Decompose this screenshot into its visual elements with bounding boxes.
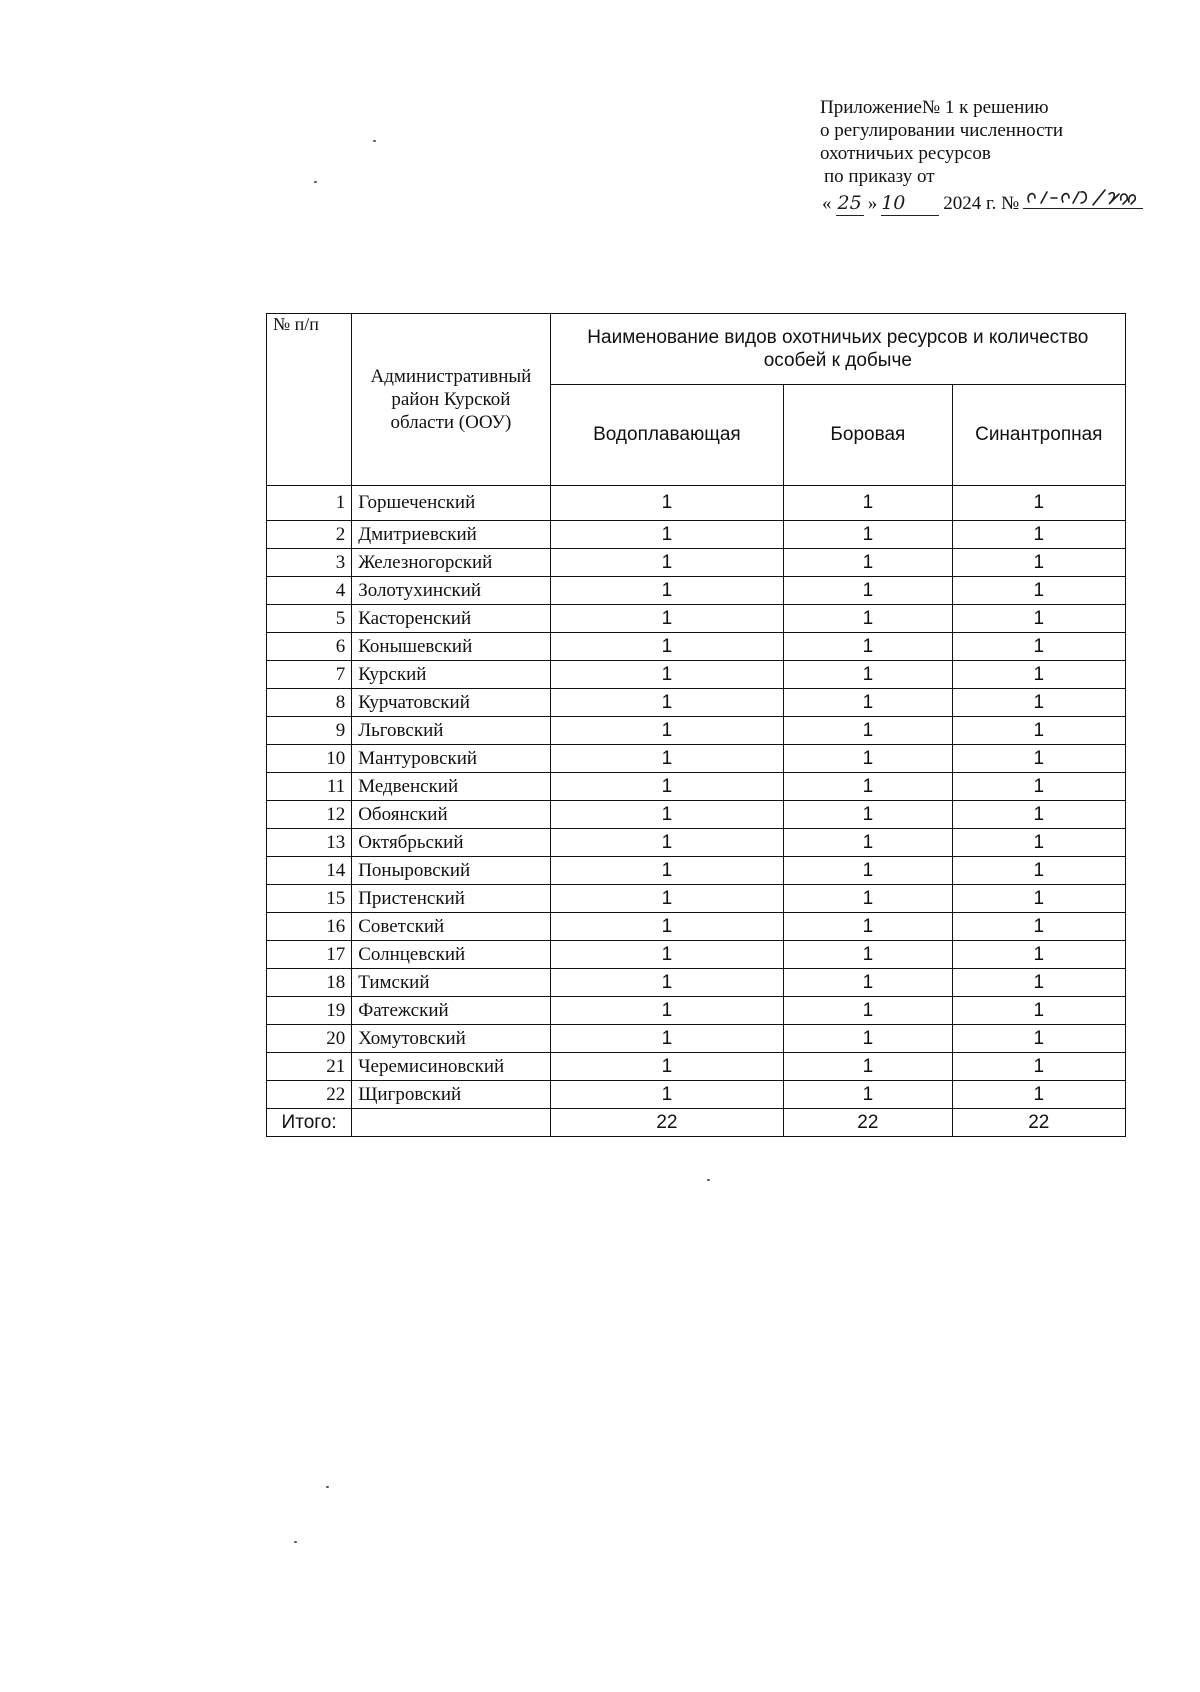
row-region: Касторенский (352, 605, 550, 633)
row-upland: 1 (784, 661, 952, 689)
row-synanthropic: 1 (952, 1081, 1125, 1109)
header-number: № п/п (267, 314, 352, 486)
row-synanthropic: 1 (952, 857, 1125, 885)
table-row (267, 689, 1126, 717)
row-synanthropic: 1 (952, 605, 1125, 633)
row-region: Щигровский (352, 1081, 550, 1109)
row-number: 2 (267, 521, 352, 549)
row-number: 13 (267, 829, 352, 857)
row-synanthropic: 1 (952, 689, 1125, 717)
row-waterfowl: 1 (550, 717, 784, 745)
row-region: Октябрьский (352, 829, 550, 857)
appendix-header (820, 96, 1150, 216)
row-upland: 1 (784, 885, 952, 913)
row-number: 16 (267, 913, 352, 941)
total-row (267, 1109, 1126, 1137)
row-upland: 1 (784, 633, 952, 661)
row-synanthropic: 1 (952, 549, 1125, 577)
row-region: Медвенский (352, 773, 550, 801)
date-month: 10 (881, 192, 939, 216)
row-waterfowl: 1 (550, 801, 784, 829)
row-number: 8 (267, 689, 352, 717)
row-number: 15 (267, 885, 352, 913)
table-row (267, 997, 1126, 1025)
quota-table (266, 313, 1126, 1137)
row-region: Черемисиновский (352, 1053, 550, 1081)
row-upland: 1 (784, 997, 952, 1025)
row-region: Пристенский (352, 885, 550, 913)
row-upland: 1 (784, 1053, 952, 1081)
table-row (267, 857, 1126, 885)
header-region: Административный район Курской области (ООУ) (352, 314, 550, 486)
row-number: 20 (267, 1025, 352, 1053)
row-waterfowl: 1 (550, 885, 784, 913)
row-waterfowl: 1 (550, 1025, 784, 1053)
row-waterfowl: 1 (550, 1053, 784, 1081)
header-species-group: Наименование видов охотничьих ресурсов и количество особей к добыче (550, 314, 1125, 385)
row-region: Дмитриевский (352, 521, 550, 549)
row-waterfowl: 1 (550, 941, 784, 969)
table-row (267, 1025, 1126, 1053)
row-number: 3 (267, 549, 352, 577)
row-upland: 1 (784, 549, 952, 577)
row-waterfowl: 1 (550, 773, 784, 801)
row-region: Мантуровский (352, 745, 550, 773)
row-waterfowl: 1 (550, 661, 784, 689)
row-waterfowl: 1 (550, 605, 784, 633)
table-row (267, 913, 1126, 941)
row-region: Фатежский (352, 997, 550, 1025)
row-waterfowl: 1 (550, 969, 784, 997)
row-synanthropic: 1 (952, 1025, 1125, 1053)
total-upland: 22 (784, 1109, 952, 1137)
total-region-cell (352, 1109, 550, 1137)
header-upland: Боровая (784, 385, 952, 486)
row-waterfowl: 1 (550, 1081, 784, 1109)
header-line-3: охотничьих ресурсов (820, 143, 991, 164)
order-number-scribble (1023, 188, 1143, 208)
row-region: Поныровский (352, 857, 550, 885)
row-waterfowl: 1 (550, 913, 784, 941)
order-date-line (822, 188, 1150, 216)
table-row (267, 605, 1126, 633)
row-region: Железногорский (352, 549, 550, 577)
row-synanthropic: 1 (952, 577, 1125, 605)
table-row (267, 717, 1126, 745)
row-synanthropic: 1 (952, 773, 1125, 801)
row-region: Конышевский (352, 633, 550, 661)
row-synanthropic: 1 (952, 717, 1125, 745)
table-row (267, 829, 1126, 857)
row-waterfowl: 1 (550, 577, 784, 605)
row-number: 9 (267, 717, 352, 745)
row-upland: 1 (784, 857, 952, 885)
row-upland: 1 (784, 717, 952, 745)
scan-speck (294, 1541, 297, 1543)
row-synanthropic: 1 (952, 486, 1125, 521)
row-region: Горшеченский (352, 486, 550, 521)
table-row (267, 941, 1126, 969)
row-synanthropic: 1 (952, 913, 1125, 941)
row-synanthropic: 1 (952, 941, 1125, 969)
row-number: 17 (267, 941, 352, 969)
table-row (267, 577, 1126, 605)
table-row (267, 633, 1126, 661)
scan-speck (373, 140, 376, 142)
row-waterfowl: 1 (550, 521, 784, 549)
order-number-handwritten (1023, 188, 1143, 209)
row-number: 11 (267, 773, 352, 801)
row-upland: 1 (784, 913, 952, 941)
scan-speck (326, 1486, 329, 1488)
row-region: Хомутовский (352, 1025, 550, 1053)
row-number: 7 (267, 661, 352, 689)
row-upland: 1 (784, 577, 952, 605)
scan-speck (707, 1179, 710, 1181)
table-row (267, 486, 1126, 521)
row-region: Курчатовский (352, 689, 550, 717)
row-waterfowl: 1 (550, 829, 784, 857)
row-upland: 1 (784, 801, 952, 829)
row-region: Курский (352, 661, 550, 689)
row-region: Льговский (352, 717, 550, 745)
date-day: 25 (837, 192, 862, 214)
row-synanthropic: 1 (952, 997, 1125, 1025)
header-synanthropic: Синантропная (952, 385, 1125, 486)
row-waterfowl: 1 (550, 857, 784, 885)
row-region: Тимский (352, 969, 550, 997)
row-number: 14 (267, 857, 352, 885)
row-synanthropic: 1 (952, 745, 1125, 773)
table-row (267, 1053, 1126, 1081)
row-number: 10 (267, 745, 352, 773)
header-line-1: Приложение№ 1 к решению (820, 97, 1049, 118)
row-waterfowl: 1 (550, 633, 784, 661)
table-row (267, 773, 1126, 801)
table-row (267, 885, 1126, 913)
row-region: Золотухинский (352, 577, 550, 605)
table-row (267, 801, 1126, 829)
row-upland: 1 (784, 521, 952, 549)
row-number: 21 (267, 1053, 352, 1081)
row-upland: 1 (784, 605, 952, 633)
scan-speck (314, 181, 317, 183)
row-synanthropic: 1 (952, 969, 1125, 997)
row-synanthropic: 1 (952, 633, 1125, 661)
table-row (267, 549, 1126, 577)
row-number: 4 (267, 577, 352, 605)
row-synanthropic: 1 (952, 661, 1125, 689)
row-number: 5 (267, 605, 352, 633)
row-waterfowl: 1 (550, 997, 784, 1025)
total-waterfowl: 22 (550, 1109, 784, 1137)
row-number: 1 (267, 486, 352, 521)
table-row (267, 969, 1126, 997)
row-upland: 1 (784, 773, 952, 801)
total-synanthropic: 22 (952, 1109, 1125, 1137)
header-waterfowl: Водоплавающая (550, 385, 784, 486)
table-body (267, 486, 1126, 1109)
date-year: 2024 г. № (943, 193, 1020, 214)
row-waterfowl: 1 (550, 486, 784, 521)
row-number: 22 (267, 1081, 352, 1109)
row-waterfowl: 1 (550, 689, 784, 717)
table-row (267, 745, 1126, 773)
row-waterfowl: 1 (550, 549, 784, 577)
row-upland: 1 (784, 969, 952, 997)
table-row (267, 661, 1126, 689)
row-waterfowl: 1 (550, 745, 784, 773)
row-upland: 1 (784, 941, 952, 969)
row-number: 12 (267, 801, 352, 829)
date-open-quote: « (822, 193, 832, 214)
row-synanthropic: 1 (952, 801, 1125, 829)
row-upland: 1 (784, 829, 952, 857)
row-synanthropic: 1 (952, 829, 1125, 857)
row-region: Обоянский (352, 801, 550, 829)
row-synanthropic: 1 (952, 885, 1125, 913)
row-upland: 1 (784, 745, 952, 773)
table-row (267, 521, 1126, 549)
row-upland: 1 (784, 689, 952, 717)
table-row (267, 1081, 1126, 1109)
row-number: 6 (267, 633, 352, 661)
header-line-4: по приказу от (824, 166, 935, 187)
header-line-2: о регулировании численности (820, 120, 1063, 141)
row-number: 19 (267, 997, 352, 1025)
total-label: Итого: (267, 1109, 352, 1137)
row-synanthropic: 1 (952, 1053, 1125, 1081)
row-upland: 1 (784, 1025, 952, 1053)
row-upland: 1 (784, 486, 952, 521)
row-region: Советский (352, 913, 550, 941)
row-synanthropic: 1 (952, 521, 1125, 549)
date-close-quote: » (867, 193, 878, 214)
row-upland: 1 (784, 1081, 952, 1109)
row-number: 18 (267, 969, 352, 997)
row-region: Солнцевский (352, 941, 550, 969)
